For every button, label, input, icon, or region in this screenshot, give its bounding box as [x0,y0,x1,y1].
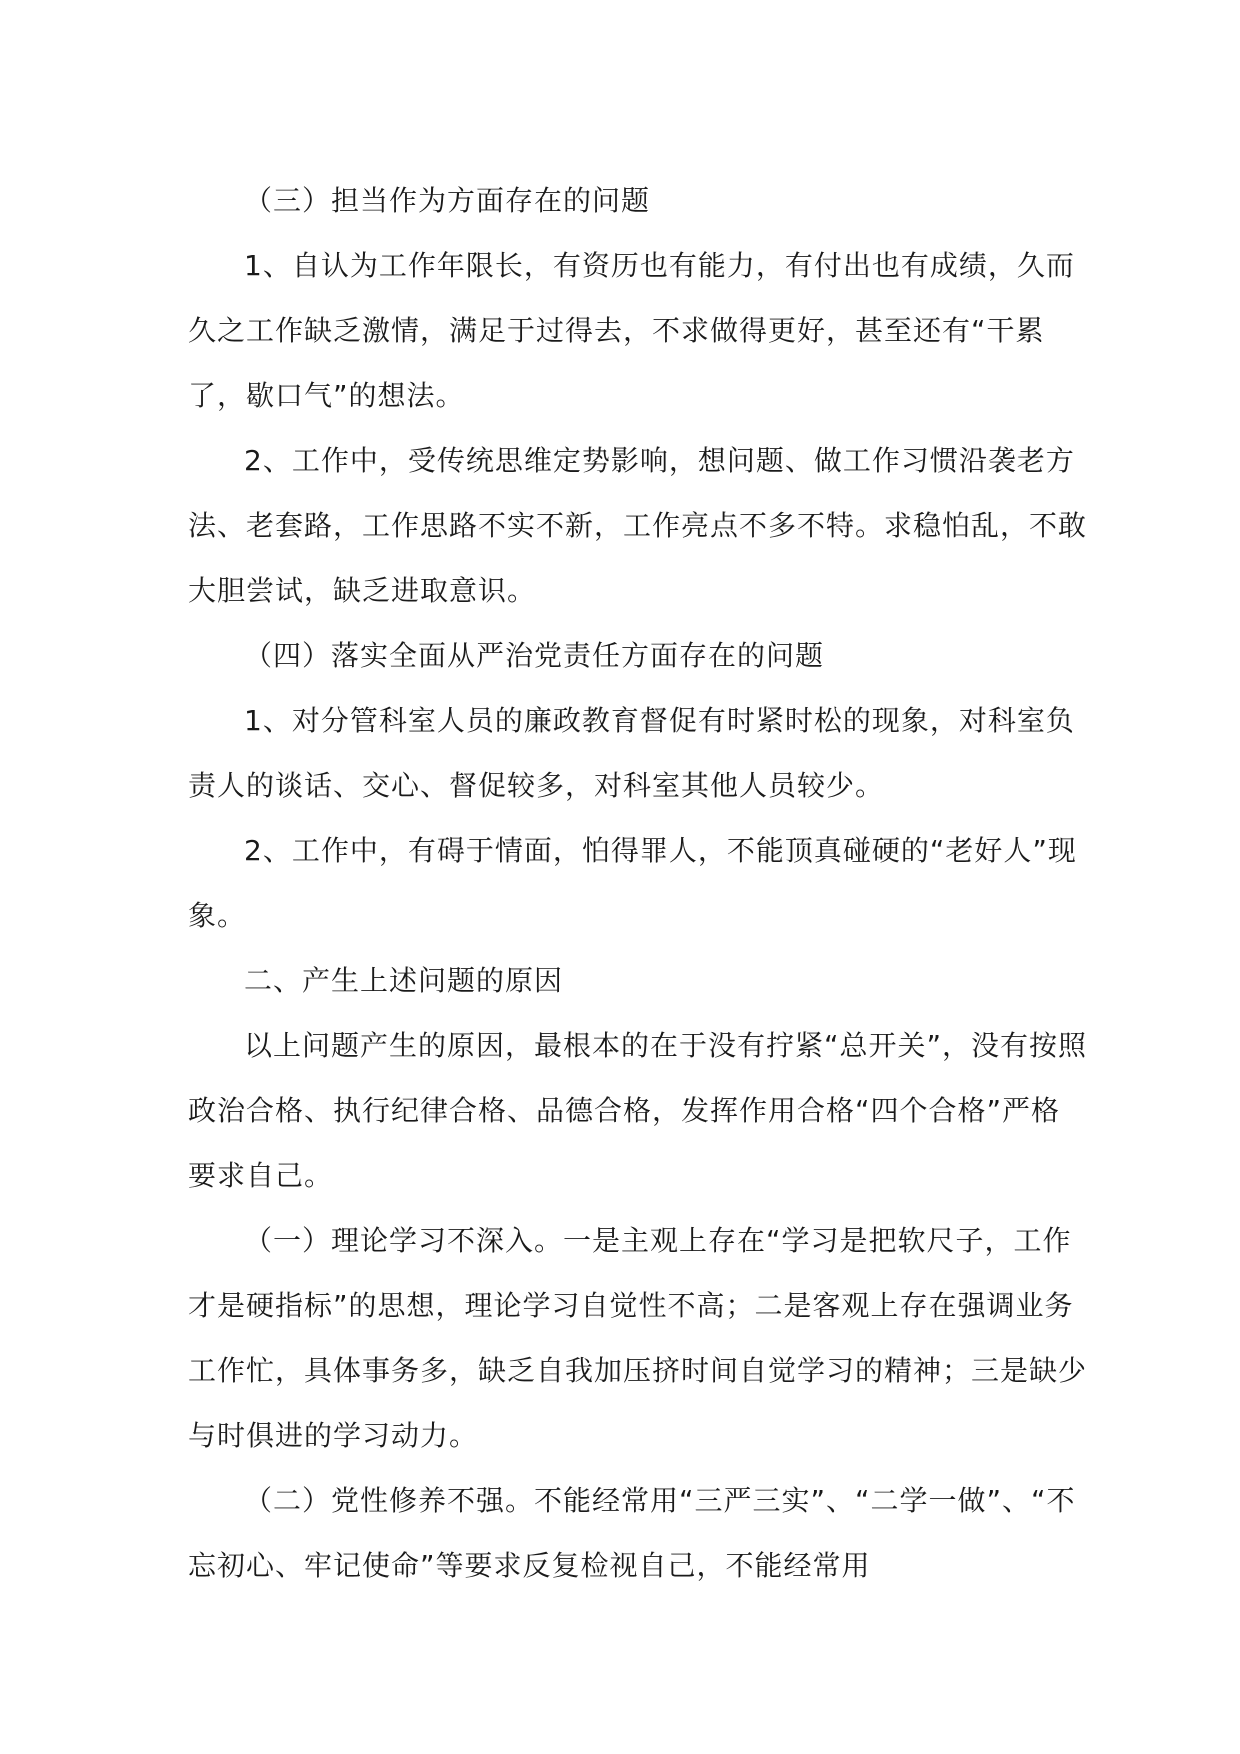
paragraph: 1、对分管科室人员的廉政教育督促有时紧时松的现象，对科室负责人的谈话、交心、督促较多，对科室其他人员较少。 [188,704,1075,802]
paragraph: 1、自认为工作年限长，有资历也有能力，有付出也有成绩，久而久之工作缺乏激情，满足于过得去，不求做得更好，甚至还有“干累了，歇口气”的想法。 [188,249,1075,412]
paragraph: 以上问题产生的原因，最根本的在于没有拧紧“总开关”，没有按照政治合格、执行纪律合格、品德合格，发挥作用合格“四个合格”严格要求自己。 [188,1029,1088,1192]
paragraph: （二）党性修养不强。不能经常用“三严三实”、“二学一做”、“不忘初心、牢记使命”等要求反复检视自己，不能经常用 [188,1484,1076,1582]
paragraph: 2、工作中，受传统思维定势影响，想问题、做工作习惯沿袭老方法、老套路，工作思路不实不新，工作亮点不多不特。求稳怕乱，不敢大胆尝试，缺乏进取意识。 [188,444,1088,607]
paragraph: 2、工作中，有碍于情面，怕得罪人，不能顶真碰硬的“老好人”现象。 [188,834,1077,932]
section-heading-four: （四）落实全面从严治党责任方面存在的问题 [244,639,825,672]
document-body [188,168,1088,1598]
section-heading-three: （三）担当作为方面存在的问题 [244,184,651,217]
paragraph: （一）理论学习不深入。一是主观上存在“学习是把软尺子，工作才是硬指标”的思想，理论学习自觉性不高；二是客观上存在强调业务工作忙，具体事务多，缺乏自我加压挤时间自觉学习的精神；三是缺少与时俱进的学习动力。 [188,1224,1088,1452]
chapter-heading-two: 二、产生上述问题的原因 [244,964,564,997]
